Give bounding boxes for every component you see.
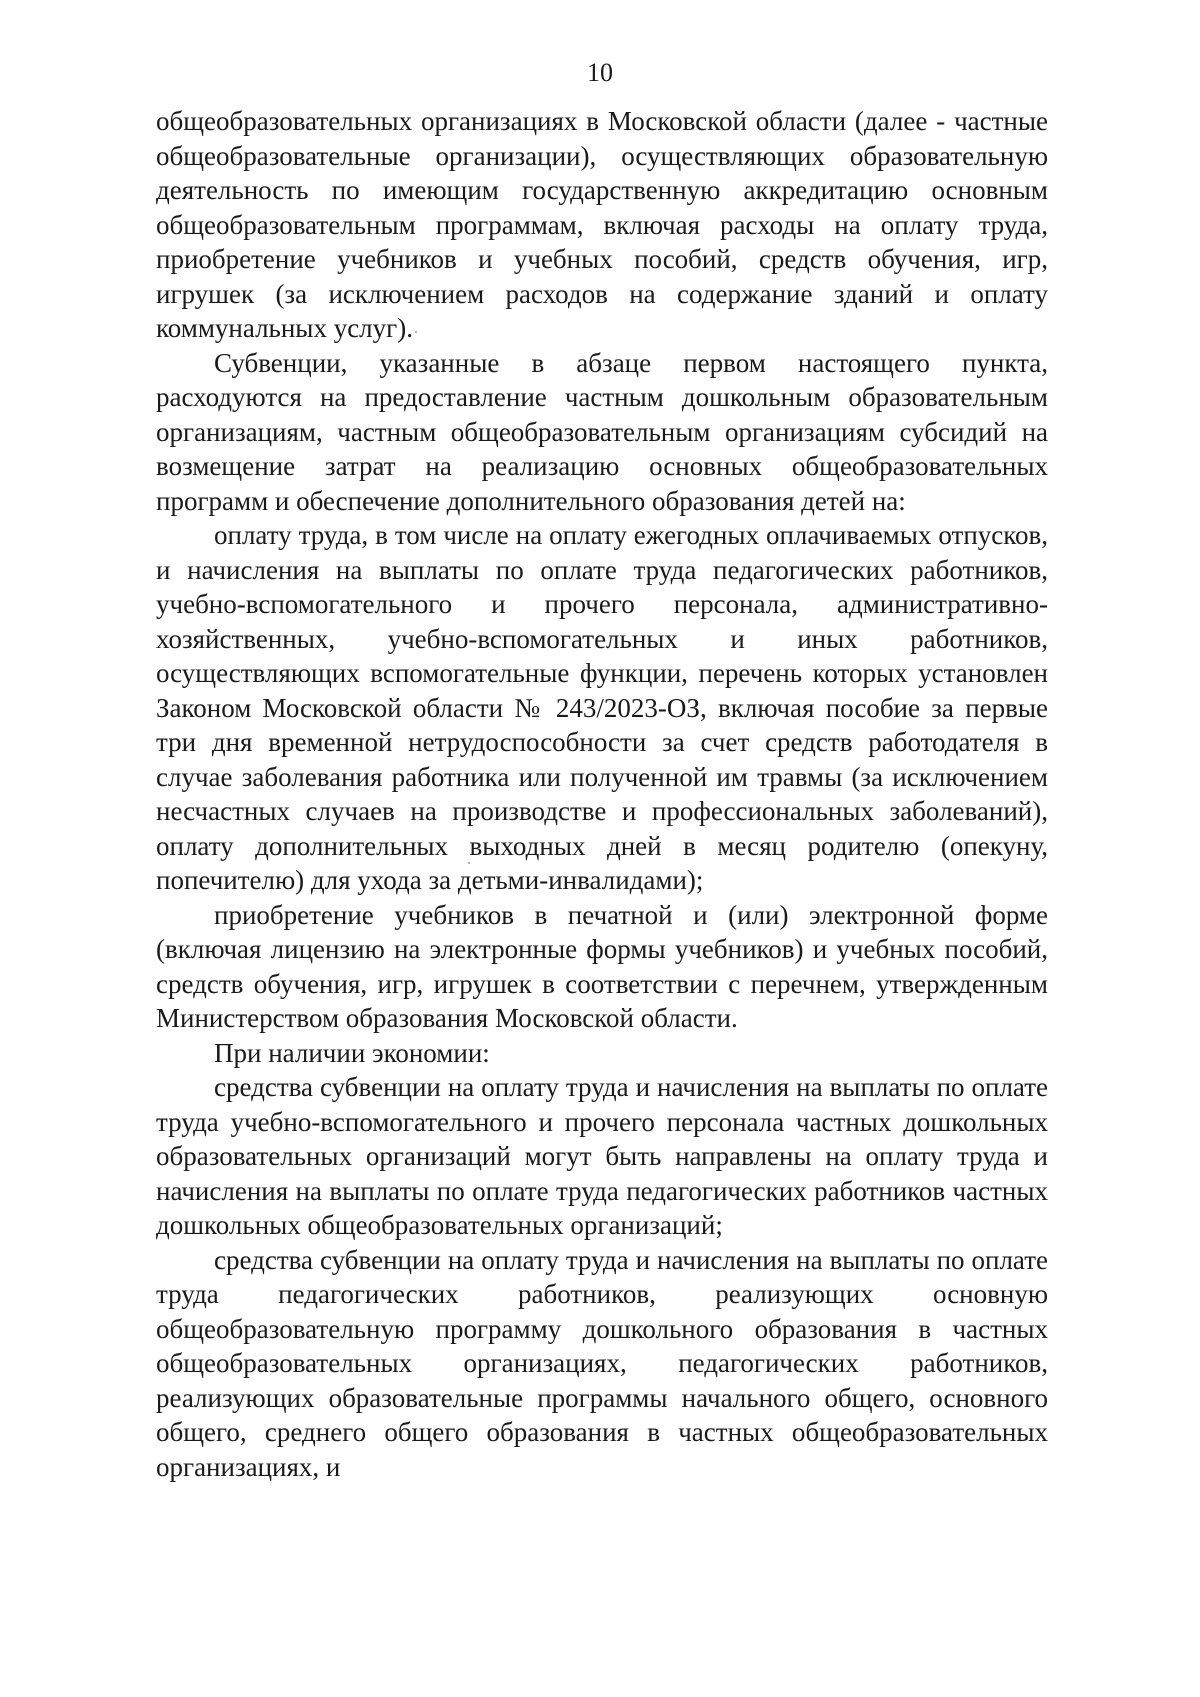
paragraph-continuation: общеобразовательных организациях в Московской области (далее - частные общеобразовательные организации), осуществляющих образовательную деятельность по имеющим государственную аккредитацию основным общеобразовательным программам, включая расходы на оплату труда, приобретение учебников и учебных пособий, средств обучения, игр, игрушек (за исключением расходов на содержание зданий и оплату коммунальных услуг). <box>156 106 1048 343</box>
document-body <box>156 104 1048 1484</box>
paragraph-subventions: Субвенции, указанные в абзаце первом настоящего пункта, расходуются на предоставление частным дошкольным образовательным организациям, частным общеобразовательным организациям субсидий на возмещение затрат на реализацию основных общеобразовательных программ и обеспечение дополнительного образования детей на: <box>156 347 1048 516</box>
paragraph-savings-teachers: средства субвенции на оплату труда и начисления на выплаты по оплате труда педагогических работников, реализующих основную общеобразовательную программу дошкольного образования в частных общеобразовательных организациях, педагогических работников, реализующих образовательные программы начального общего, основного общего, среднего общего образования в частных общеобразовательных организациях, и <box>156 1244 1048 1482</box>
paragraph-labor-payment: оплату труда, в том числе на оплату ежегодных оплачиваемых отпусков, и начисления на выплаты по оплате труда педагогических работников, учебно-вспомогательного и прочего персонала, административно-хозяйственных, учебно-вспомогательных и иных работников, осуществляющих вспомогательные функции, перечень которых установлен Законом Московской области № 243/2023-ОЗ, включая пособие за первые три дня временной нетрудоспособности за счет средств работодателя в случае заболевания работника или полученной им травмы (за исключением несчастных случаев на производстве и профессиональных заболеваний), оплату дополнительных выходных дней в месяц родителю (опекуну, попечителю) для ухода за детьми-инвалидами); <box>156 520 1048 895</box>
scan-speck <box>415 331 417 333</box>
scan-speck <box>468 862 470 864</box>
page-number: 10 <box>587 58 613 87</box>
paragraph-textbooks: приобретение учебников в печатной и (или) электронной форме (включая лицензию на электронные формы учебников) и учебных пособий, средств обучения, игр, игрушек в соответствии с перечнем, утвержденным Министерством образования Московской области. <box>156 899 1048 1033</box>
paragraph-savings-heading: При наличии экономии: <box>214 1037 490 1068</box>
paragraph-savings-preschool: средства субвенции на оплату труда и начисления на выплаты по оплате труда учебно-вспомогательного и прочего персонала частных дошкольных образовательных организаций могут быть направлены на оплату труда и начисления на выплаты по оплате труда педагогических работников частных дошкольных общеобразовательных организаций; <box>156 1072 1048 1240</box>
